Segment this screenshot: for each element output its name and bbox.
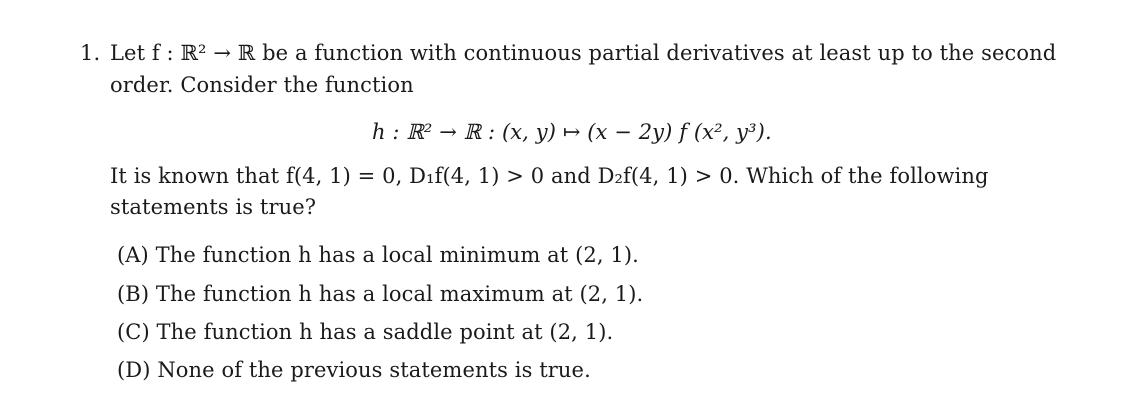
option-b [117, 281, 643, 307]
question-intro-line-1: Let f : ℝ² → ℝ be a function with continuous partial derivatives at least up to the second [110, 41, 1057, 65]
option-text: None of the previous statements is true. [157, 358, 591, 382]
option-a [117, 242, 639, 268]
option-label: (D) [117, 358, 151, 382]
option-c [117, 319, 613, 345]
option-label: (C) [117, 320, 150, 344]
given-conditions-line-2: statements is true? [110, 195, 317, 219]
option-label: (B) [117, 282, 150, 306]
display-formula: h : ℝ² → ℝ : (x, y) ↦ (x − 2y) f (x², y³). [372, 120, 772, 144]
given-conditions-line-1: It is known that f(4, 1) = 0, D₁f(4, 1) > 0 and D₂f(4, 1) > 0. Which of the following [110, 164, 989, 188]
option-text: The function h has a saddle point at (2, 1). [156, 320, 614, 344]
question-number: 1. [80, 41, 101, 65]
option-label: (A) [117, 243, 149, 267]
option-text: The function h has a local maximum at (2, 1). [155, 282, 644, 306]
option-d [117, 357, 591, 383]
option-text: The function h has a local minimum at (2, 1). [155, 243, 639, 267]
question-intro-line-2: order. Consider the function [110, 73, 414, 97]
